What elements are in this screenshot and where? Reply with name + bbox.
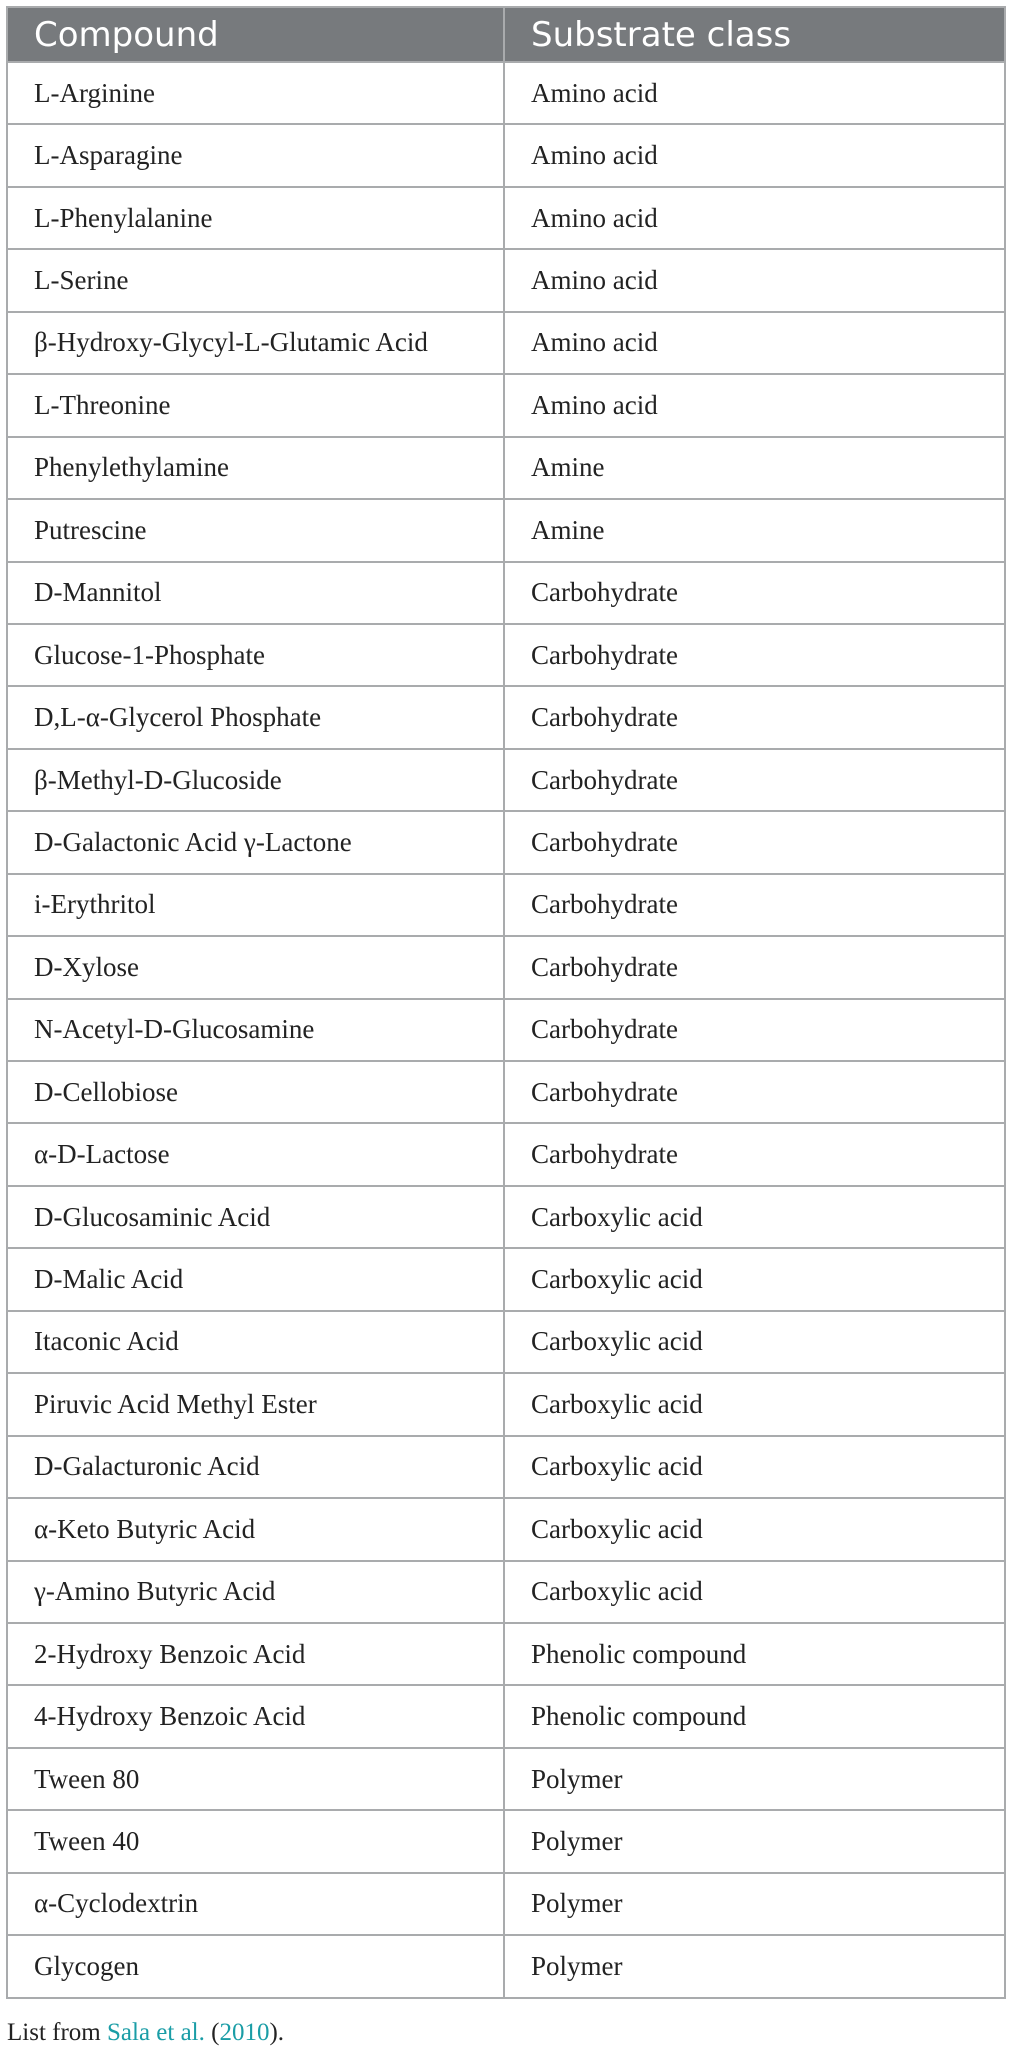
substrate-class-cell: Amino acid [504,62,1005,124]
substrate-class-cell: Polymer [504,1810,1005,1872]
compound-cell: D-Glucosaminic Acid [7,1186,504,1248]
table-row [7,1311,1005,1373]
substrate-class-cell: Polymer [504,1873,1005,1935]
table-row [7,1810,1005,1872]
substrate-class-cell: Carbohydrate [504,686,1005,748]
compound-cell: L-Arginine [7,62,504,124]
substrate-class-cell: Amino acid [504,249,1005,311]
compound-cell: D-Galactonic Acid γ-Lactone [7,811,504,873]
table-row [7,749,1005,811]
table-row [7,1873,1005,1935]
table-row [7,562,1005,624]
table-row [7,1685,1005,1747]
table-row [7,1123,1005,1185]
compound-cell: α-D-Lactose [7,1123,504,1185]
substrate-class-cell: Carboxylic acid [504,1311,1005,1373]
compound-cell: γ-Amino Butyric Acid [7,1561,504,1623]
substrate-class-cell: Amino acid [504,374,1005,436]
substrate-class-cell: Carboxylic acid [504,1561,1005,1623]
substrate-class-cell: Phenolic compound [504,1685,1005,1747]
table-row [7,187,1005,249]
table-row [7,1186,1005,1248]
substrate-class-cell: Amino acid [504,124,1005,186]
substrate-class-cell: Carboxylic acid [504,1248,1005,1310]
compound-cell: α-Keto Butyric Acid [7,1498,504,1560]
table-row [7,1623,1005,1685]
footnote-open-paren: ( [204,2019,220,2046]
table-row [7,874,1005,936]
table-header-row [7,7,1005,62]
column-header-substrate-class: Substrate class [504,7,1005,62]
compound-cell: 2-Hydroxy Benzoic Acid [7,1623,504,1685]
compound-cell: β-Methyl-D-Glucoside [7,749,504,811]
table-row [7,1935,1005,1997]
table-row [7,1561,1005,1623]
substrate-class-cell: Polymer [504,1935,1005,1997]
substrate-class-cell: Carboxylic acid [504,1373,1005,1435]
substrate-class-cell: Polymer [504,1748,1005,1810]
substrate-class-cell: Carbohydrate [504,1061,1005,1123]
substrate-class-cell: Carboxylic acid [504,1498,1005,1560]
compound-cell: β-Hydroxy-Glycyl-L-Glutamic Acid [7,312,504,374]
compound-cell: Tween 80 [7,1748,504,1810]
substrate-class-cell: Carboxylic acid [504,1436,1005,1498]
table-row [7,499,1005,561]
substrate-class-cell: Carboxylic acid [504,1186,1005,1248]
table-row [7,312,1005,374]
substrate-class-cell: Carbohydrate [504,999,1005,1061]
table-row [7,1061,1005,1123]
compound-cell: N-Acetyl-D-Glucosamine [7,999,504,1061]
compound-cell: L-Threonine [7,374,504,436]
substrate-class-cell: Carbohydrate [504,1123,1005,1185]
compound-cell: α-Cyclodextrin [7,1873,504,1935]
table-row [7,1498,1005,1560]
table-row [7,624,1005,686]
table-body [7,62,1005,1998]
compound-cell: i-Erythritol [7,874,504,936]
substrate-class-cell: Carbohydrate [504,624,1005,686]
table-row [7,999,1005,1061]
substrate-class-cell: Carbohydrate [504,811,1005,873]
table-row [7,686,1005,748]
table-row [7,437,1005,499]
table-row [7,811,1005,873]
compound-cell: Glucose-1-Phosphate [7,624,504,686]
reference-author-link[interactable]: Sala et al. [107,2019,205,2046]
table-row [7,124,1005,186]
table-row [7,1436,1005,1498]
compound-cell: Piruvic Acid Methyl Ester [7,1373,504,1435]
compound-cell: Putrescine [7,499,504,561]
table-row [7,62,1005,124]
compound-cell: D-Xylose [7,936,504,998]
table-row [7,936,1005,998]
substrate-class-cell: Carbohydrate [504,562,1005,624]
table-row [7,1748,1005,1810]
column-header-compound: Compound [7,7,504,62]
compound-cell: L-Serine [7,249,504,311]
substrate-class-cell: Amine [504,437,1005,499]
reference-year-link[interactable]: 2010 [219,2019,270,2046]
compound-cell: Tween 40 [7,1810,504,1872]
compound-cell: L-Phenylalanine [7,187,504,249]
table-row [7,1248,1005,1310]
table-row [7,249,1005,311]
footnote-prefix: List from [7,2019,107,2046]
compound-cell: 4-Hydroxy Benzoic Acid [7,1685,504,1747]
substrate-class-cell: Amine [504,499,1005,561]
compound-cell: D,L-α-Glycerol Phosphate [7,686,504,748]
table-row [7,1373,1005,1435]
compound-cell: L-Asparagine [7,124,504,186]
substrate-class-cell: Amino acid [504,312,1005,374]
table-row [7,374,1005,436]
substrate-class-cell: Carbohydrate [504,874,1005,936]
table-footnote [7,2018,284,2048]
compound-cell: D-Cellobiose [7,1061,504,1123]
footnote-suffix: ). [269,2019,285,2046]
compound-cell: D-Malic Acid [7,1248,504,1310]
compound-cell: Phenylethylamine [7,437,504,499]
compound-cell: D-Mannitol [7,562,504,624]
substrate-class-cell: Carbohydrate [504,749,1005,811]
substrate-table [6,6,1006,1999]
compound-cell: D-Galacturonic Acid [7,1436,504,1498]
substrate-class-cell: Amino acid [504,187,1005,249]
compound-cell: Glycogen [7,1935,504,1997]
substrate-class-cell: Carbohydrate [504,936,1005,998]
compound-cell: Itaconic Acid [7,1311,504,1373]
substrate-class-cell: Phenolic compound [504,1623,1005,1685]
